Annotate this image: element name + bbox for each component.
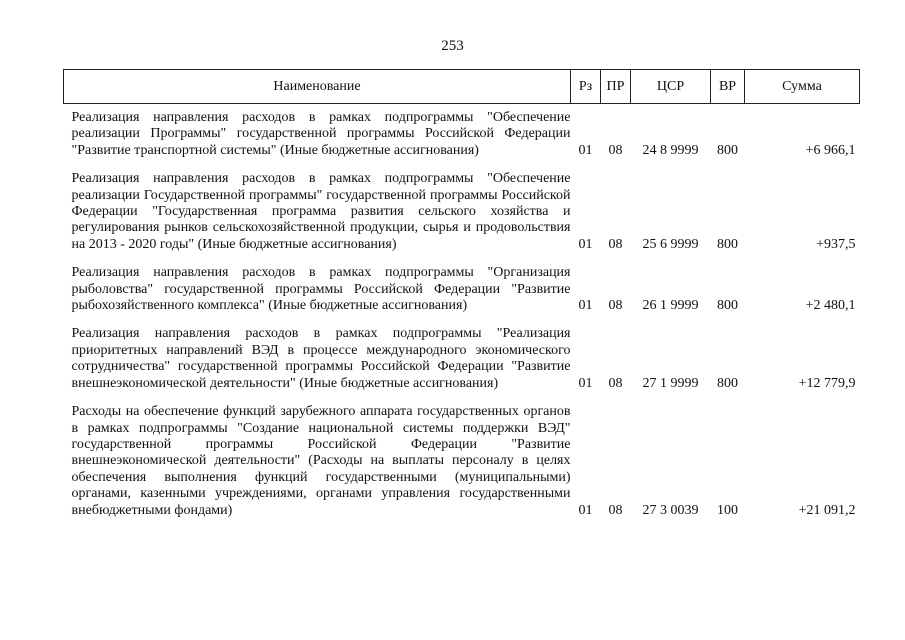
- header-pr: ПР: [601, 70, 631, 104]
- table-row: [64, 164, 860, 258]
- row-pr: 08: [608, 142, 623, 158]
- table-row: [64, 319, 860, 397]
- row-vr: 800: [717, 142, 738, 158]
- header-csr: ЦСР: [631, 70, 711, 104]
- row-pr: 08: [608, 502, 623, 518]
- row-csr: 27 1 9999: [642, 375, 699, 391]
- row-vr: 800: [717, 375, 738, 391]
- row-rz: 01: [578, 502, 593, 518]
- row-name: Реализация направления расходов в рамках подпрограммы "Реализация приоритетных направлений ВЭД в процессе международного экономического сотрудничества" государственной программы Российской Федерации "Развитие внешнеэкономической деятельности" (Иные бюджетные ассигнования): [71, 326, 571, 391]
- table-header-row: [64, 70, 860, 104]
- table-row: [64, 104, 860, 165]
- row-sum: +937,5: [816, 236, 856, 252]
- row-pr: 08: [608, 236, 623, 252]
- header-sum: Сумма: [745, 70, 860, 104]
- row-name: Реализация направления расходов в рамках подпрограммы "Организация рыболовства" государственной программы Российской Федерации "Развитие рыбохозяйственного комплекса" (Иные бюджетные ассигнования): [71, 265, 571, 314]
- row-pr: 08: [608, 375, 623, 391]
- row-vr: 800: [717, 298, 738, 314]
- budget-table: [63, 69, 860, 524]
- row-sum: +6 966,1: [805, 142, 856, 158]
- header-vr: ВР: [711, 70, 745, 104]
- row-vr: 100: [717, 502, 738, 518]
- row-name: Реализация направления расходов в рамках подпрограммы "Обеспечение реализации Государственной программы" государственной программы Российской Федерации "Государственная программа развития сельского хозяйства и регулирования рынков сельскохозяйственной продукции, сырья и продовольствия на 2013 - 2020 годы" (Иные бюджетные ассигнования): [71, 171, 571, 252]
- row-rz: 01: [578, 298, 593, 314]
- page-number: 253: [441, 38, 464, 54]
- row-sum: +12 779,9: [798, 375, 856, 391]
- row-rz: 01: [578, 142, 593, 158]
- header-rz: Рз: [571, 70, 601, 104]
- header-name: Наименование: [64, 70, 571, 104]
- row-csr: 26 1 9999: [642, 298, 699, 314]
- table-row: [64, 258, 860, 319]
- table-row: [64, 397, 860, 524]
- row-name: Расходы на обеспечение функций зарубежного аппарата государственных органов в рамках подпрограммы "Создание национальной системы поддержки ВЭД" государственной программы Российской Федерации "Развитие внешнеэкономической деятельности" (Расходы на выплаты персоналу в целях обеспечения выполнения функций государственными (муниципальными) органами, казенными учреждениями, органами управления государственными внебюджетными фондами): [71, 404, 571, 518]
- row-pr: 08: [608, 298, 623, 314]
- row-csr: 27 3 0039: [642, 502, 699, 518]
- row-rz: 01: [578, 236, 593, 252]
- row-sum: +21 091,2: [798, 502, 856, 518]
- row-csr: 24 8 9999: [642, 142, 699, 158]
- row-csr: 25 6 9999: [642, 236, 699, 252]
- row-vr: 800: [717, 236, 738, 252]
- row-sum: +2 480,1: [805, 298, 856, 314]
- row-rz: 01: [578, 375, 593, 391]
- row-name: Реализация направления расходов в рамках подпрограммы "Обеспечение реализации Программы" государственной программы Российской Федерации "Развитие транспортной системы" (Иные бюджетные ассигнования): [71, 110, 571, 158]
